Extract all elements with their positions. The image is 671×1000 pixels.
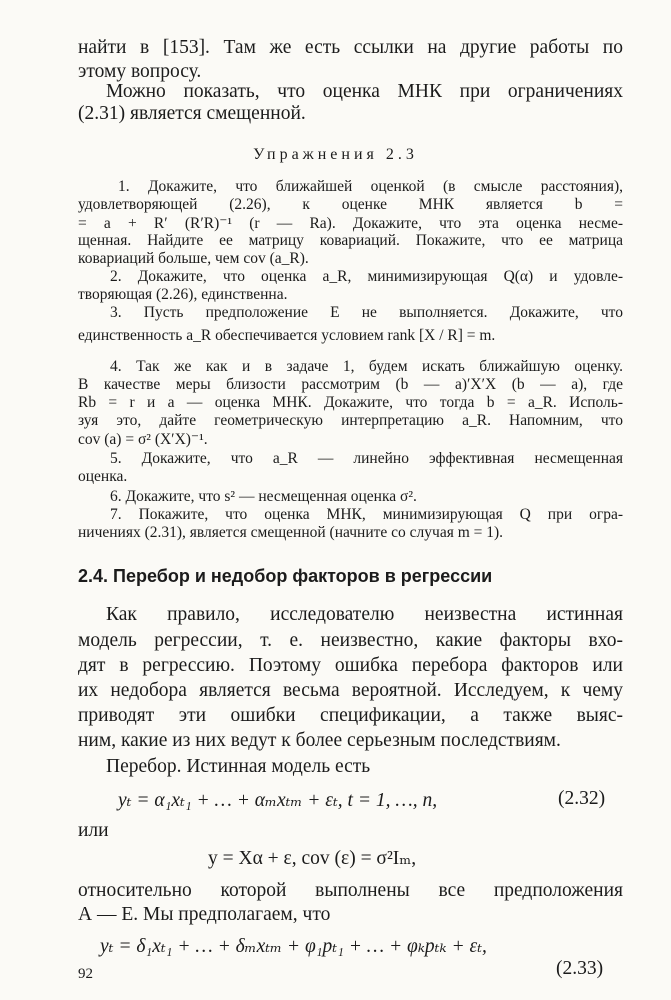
exercise-line: 5. Докажите, что a_R — линейно эффективная несмещенная xyxy=(110,450,623,467)
exercise-line: В качестве меры близости рассмотрим (b — a)′X′X (b — a), где xyxy=(78,376,623,393)
exercise-line: 3. Пусть предположение E не выполняется. Докажите, что xyxy=(110,304,623,321)
equation-number: (2.33) xyxy=(556,958,604,979)
exercise-line: 1. Докажите, что ближайшей оценкой (в смысле расстояния), xyxy=(118,178,623,195)
exercises-title: Упражнения 2.3 xyxy=(253,146,418,163)
exercise-line: 2. Докажите, что оценка a_R, минимизирующая Q(α) и удовле- xyxy=(110,268,623,285)
exercise-line: = a + R′ (R′R)⁻¹ (r — Ra). Докажите, что эта оценка несме- xyxy=(78,215,623,232)
exercise-line: единственность a_R обеспечивается условием rank [X / R] = m. xyxy=(78,327,496,344)
body-line: (2.31) является смещенной. xyxy=(78,103,306,124)
exercise-line: ковариаций больше, чем cov (a_R). xyxy=(78,250,309,267)
exercise-line: 4. Так же как и в задаче 1, будем искать ближайшую оценку. xyxy=(110,358,623,375)
body-line: найти в [153]. Там же есть ссылки на другие работы по xyxy=(78,37,623,58)
body-line: А — Е. Мы предполагаем, что xyxy=(78,904,331,925)
exercise-line: ничениях (2.31), является смещенной (начните со случая m = 1). xyxy=(78,524,504,541)
exercise-line: cov (a) = σ² (X′X)⁻¹. xyxy=(78,431,208,448)
section-heading: 2.4. Перебор и недобор факторов в регрессии xyxy=(78,566,493,586)
page-number: 92 xyxy=(78,966,93,982)
body-line: ним, какие из них ведут к более серьезным последствиям. xyxy=(78,730,561,751)
exercise-line: Rb = r и a — оценка МНК. Докажите, что тогда b = a_R. Исполь- xyxy=(78,394,623,411)
body-line: относительно которой выполнены все предположения xyxy=(78,880,623,901)
body-line: их недобора является весьма вероятной. Исследуем, к чему xyxy=(78,680,623,701)
exercise-line: 6. Докажите, что s² — несмещенная оценка σ². xyxy=(110,488,417,505)
equation-matrix: y = Xα + ε, cov (ε) = σ²Iₘ, xyxy=(208,848,417,869)
body-line: Можно показать, что оценка МНК при ограничениях xyxy=(106,81,623,102)
exercise-line: удовлетворяющей (2.26), к оценке МНК является b = xyxy=(78,196,623,213)
body-line: или xyxy=(78,820,109,841)
body-line: Перебор. Истинная модель есть xyxy=(106,756,371,777)
exercise-line: щенная. Найдите ее матрицу ковариаций. Покажите, что ее матрица xyxy=(78,232,623,249)
body-line: Как правило, исследователю неизвестна истинная xyxy=(106,604,623,625)
body-line: дят в регрессию. Поэтому ошибка перебора факторов или xyxy=(78,655,623,676)
equation-2-32: yₜ = α₁xₜ₁ + … + αₘxₜₘ + εₜ, t = 1, …, n, xyxy=(118,790,438,811)
equation-number: (2.32) xyxy=(558,788,606,809)
body-line: приводят эти ошибки спецификации, а также выяс- xyxy=(78,705,623,726)
equation-2-33: yₜ = δ₁xₜ₁ + … + δₘxₜₘ + φ₁pₜ₁ + … + φₖpₜₖ + εₜ, xyxy=(100,936,487,957)
exercise-line: зуя это, дайте геометрическую интерпретацию a_R. Напомним, что xyxy=(78,412,623,429)
exercise-line: творяющая (2.26), единственна. xyxy=(78,286,288,303)
body-line: модель регрессии, т. е. неизвестно, какие факторы вхо- xyxy=(78,630,623,651)
exercise-line: оценка. xyxy=(78,468,128,485)
exercise-line: 7. Покажите, что оценка МНК, минимизирующая Q при огра- xyxy=(110,506,623,523)
body-line: этому вопросу. xyxy=(78,61,202,82)
